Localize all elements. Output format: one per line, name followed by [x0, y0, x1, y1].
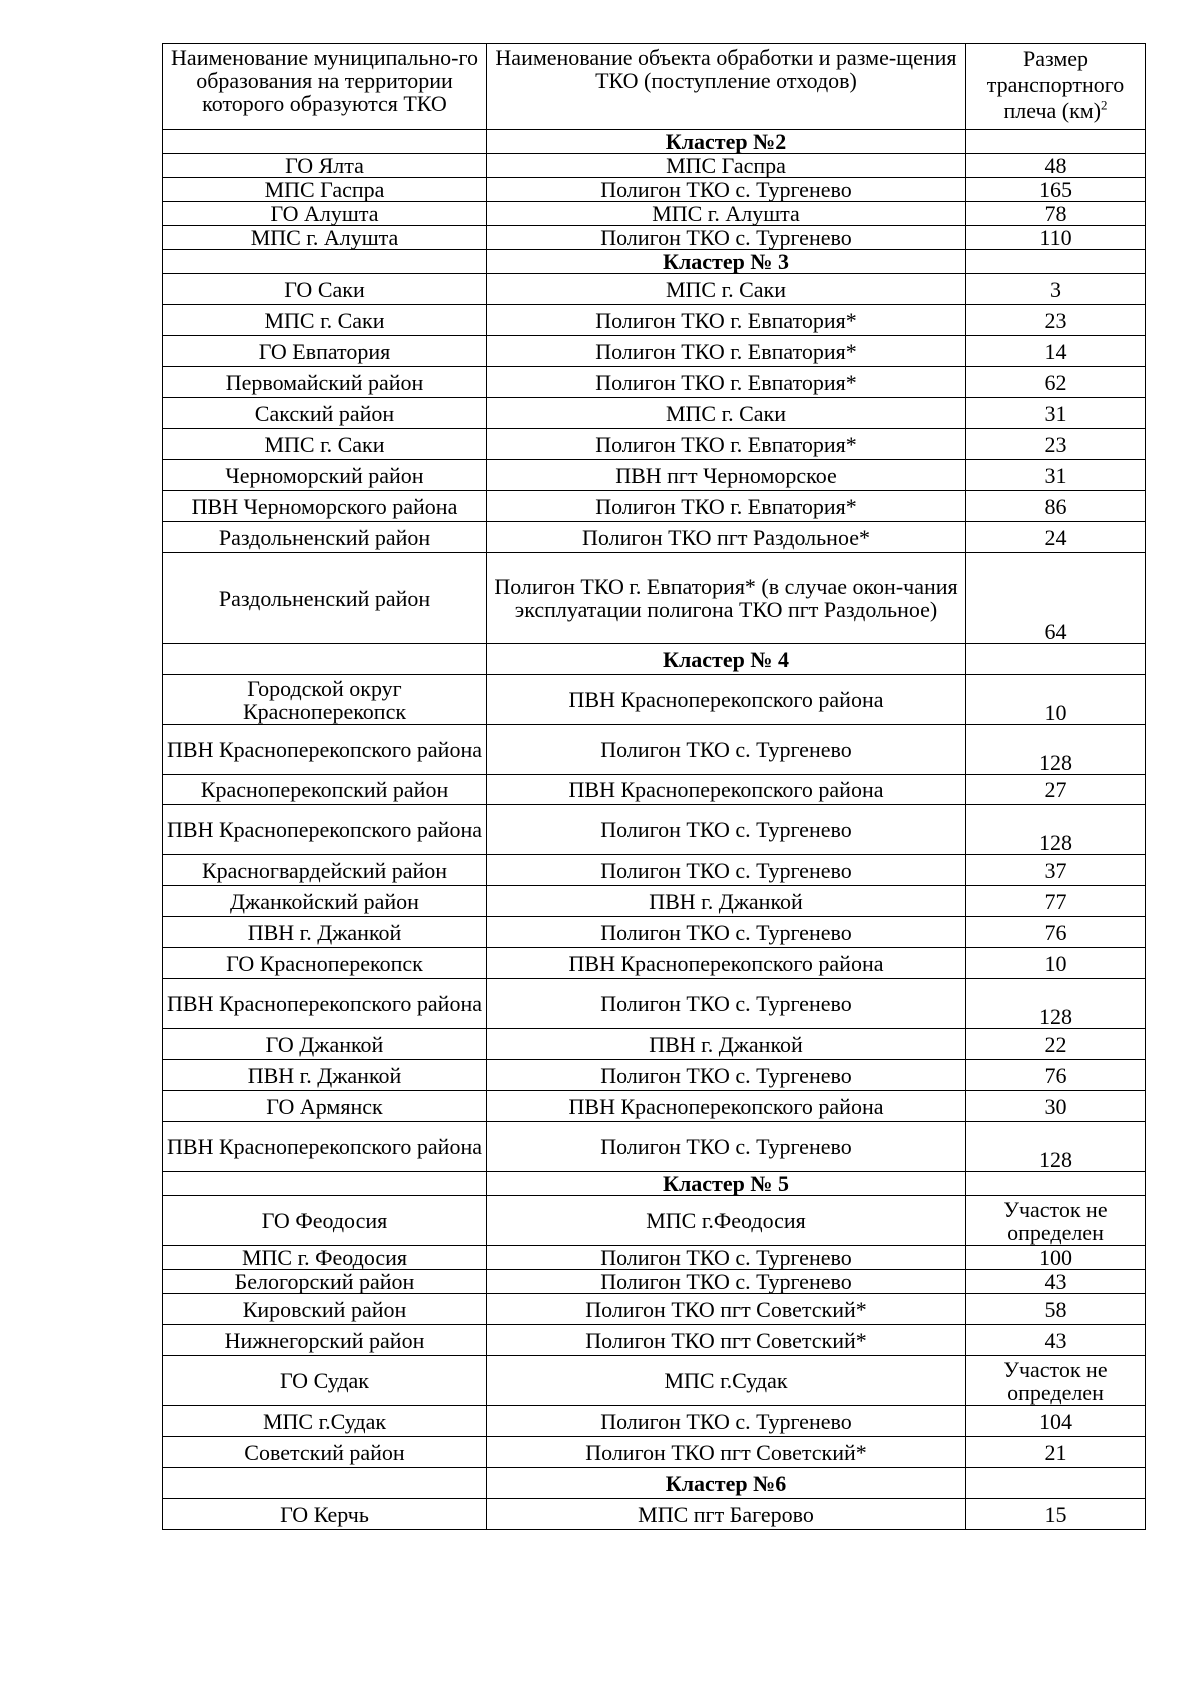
facility-cell: МПС г.Феодосия [487, 1196, 966, 1246]
distance-cell: 24 [966, 522, 1146, 553]
table-row [163, 1294, 1146, 1325]
table-row [163, 1325, 1146, 1356]
facility-cell: Полигон ТКО с. Тургенево [487, 1122, 966, 1172]
table-row [163, 154, 1146, 178]
header-municipality: Наименование муниципально-го образования на территории которого образуются ТКО [163, 44, 487, 130]
municipality-cell: ГО Ялта [163, 154, 487, 178]
municipality-cell: Нижнегорский район [163, 1325, 487, 1356]
cluster-empty-cell [163, 250, 487, 274]
distance-cell: 110 [966, 226, 1146, 250]
municipality-cell: Сакский район [163, 398, 487, 429]
cluster-title: Кластер № 4 [487, 644, 966, 675]
distance-cell: 21 [966, 1437, 1146, 1468]
distance-cell: 14 [966, 336, 1146, 367]
header-distance [966, 44, 1146, 130]
facility-cell: Полигон ТКО г. Евпатория* [487, 367, 966, 398]
distance-cell: 86 [966, 491, 1146, 522]
facility-cell: Полигон ТКО с. Тургенево [487, 1270, 966, 1294]
distance-cell: 76 [966, 917, 1146, 948]
municipality-cell: Черноморский район [163, 460, 487, 491]
table-row [163, 725, 1146, 775]
table-row [163, 948, 1146, 979]
table-row [163, 886, 1146, 917]
municipality-cell: ГО Джанкой [163, 1029, 487, 1060]
distance-cell: 27 [966, 775, 1146, 805]
table-row [163, 1406, 1146, 1437]
municipality-cell: ГО Судак [163, 1356, 487, 1406]
municipality-cell: ГО Евпатория [163, 336, 487, 367]
cluster-empty-cell [966, 1468, 1146, 1499]
table-row [163, 336, 1146, 367]
municipality-cell: ГО Феодосия [163, 1196, 487, 1246]
facility-cell: Полигон ТКО с. Тургенево [487, 178, 966, 202]
facility-cell: Полигон ТКО с. Тургенево [487, 1246, 966, 1270]
facility-cell: Полигон ТКО г. Евпатория* [487, 429, 966, 460]
table-row [163, 979, 1146, 1029]
table-row [163, 1270, 1146, 1294]
cluster-empty-cell [966, 1172, 1146, 1196]
cluster-row [163, 250, 1146, 274]
facility-cell: ПВН Красноперекопского района [487, 775, 966, 805]
table-row [163, 1060, 1146, 1091]
municipality-cell: Городской округ Красноперекопск [163, 675, 487, 725]
table-row [163, 1029, 1146, 1060]
distance-cell: 15 [966, 1499, 1146, 1530]
cluster-title: Кластер №6 [487, 1468, 966, 1499]
cluster-empty-cell [966, 644, 1146, 675]
facility-cell: Полигон ТКО пгт Раздольное* [487, 522, 966, 553]
distance-cell: Участок не определен [966, 1356, 1146, 1406]
distance-cell: 78 [966, 202, 1146, 226]
facility-cell: Полигон ТКО с. Тургенево [487, 725, 966, 775]
municipality-cell: ПВН Красноперекопского района [163, 979, 487, 1029]
municipality-cell: ПВН Черноморского района [163, 491, 487, 522]
municipality-cell: Раздольненский район [163, 522, 487, 553]
municipality-cell: Первомайский район [163, 367, 487, 398]
table-row [163, 522, 1146, 553]
footnote-mark: 2 [1101, 97, 1108, 113]
table-row [163, 1246, 1146, 1270]
header-distance-label: Размер транспортного плеча (км) [986, 46, 1125, 123]
facility-cell: МПС Гаспра [487, 154, 966, 178]
municipality-cell: Красногвардейский район [163, 855, 487, 886]
distance-cell: 104 [966, 1406, 1146, 1437]
municipality-cell: МПС г. Алушта [163, 226, 487, 250]
facility-cell: Полигон ТКО с. Тургенево [487, 979, 966, 1029]
municipality-cell: МПС г. Феодосия [163, 1246, 487, 1270]
distance-cell: 62 [966, 367, 1146, 398]
table-row [163, 367, 1146, 398]
distance-cell: Участок не определен [966, 1196, 1146, 1246]
table-row [163, 1499, 1146, 1530]
facility-cell: Полигон ТКО г. Евпатория* [487, 336, 966, 367]
distance-cell: 43 [966, 1270, 1146, 1294]
distance-cell: 43 [966, 1325, 1146, 1356]
facility-cell: ПВН пгт Черноморское [487, 460, 966, 491]
municipality-cell: Советский район [163, 1437, 487, 1468]
facility-cell: Полигон ТКО г. Евпатория* [487, 491, 966, 522]
municipality-cell: ГО Армянск [163, 1091, 487, 1122]
municipality-cell: ГО Красноперекопск [163, 948, 487, 979]
municipality-cell: МПС г. Саки [163, 305, 487, 336]
distance-cell: 128 [966, 979, 1146, 1029]
municipality-cell: МПС Гаспра [163, 178, 487, 202]
table-row [163, 917, 1146, 948]
facility-cell: МПС г. Саки [487, 398, 966, 429]
header-row [163, 44, 1146, 130]
table-row [163, 1437, 1146, 1468]
distance-cell: 77 [966, 886, 1146, 917]
municipality-cell: Раздольненский район [163, 553, 487, 644]
table-row [163, 491, 1146, 522]
table-row [163, 805, 1146, 855]
facility-cell: Полигон ТКО с. Тургенево [487, 1406, 966, 1437]
municipality-cell: ПВН г. Джанкой [163, 917, 487, 948]
municipality-cell: ПВН Красноперекопского района [163, 725, 487, 775]
table-row [163, 305, 1146, 336]
distance-cell: 128 [966, 725, 1146, 775]
facility-cell: МПС г. Саки [487, 274, 966, 305]
facility-cell: ПВН Красноперекопского района [487, 675, 966, 725]
table-body [163, 130, 1146, 1530]
distance-cell: 22 [966, 1029, 1146, 1060]
header-facility: Наименование объекта обработки и разме-щения ТКО (поступление отходов) [487, 44, 966, 130]
distance-cell: 128 [966, 805, 1146, 855]
municipality-cell: ПВН Красноперекопского района [163, 1122, 487, 1172]
facility-cell: Полигон ТКО пгт Советский* [487, 1437, 966, 1468]
table-row [163, 429, 1146, 460]
facility-cell: Полигон ТКО пгт Советский* [487, 1294, 966, 1325]
table-row [163, 1091, 1146, 1122]
table-row [163, 202, 1146, 226]
distance-cell: 31 [966, 398, 1146, 429]
waste-transport-table [162, 43, 1146, 1530]
cluster-row [163, 644, 1146, 675]
municipality-cell: ПВН Красноперекопского района [163, 805, 487, 855]
distance-cell: 100 [966, 1246, 1146, 1270]
facility-cell: ПВН Красноперекопского района [487, 948, 966, 979]
distance-cell: 58 [966, 1294, 1146, 1325]
facility-cell: МПС г.Судак [487, 1356, 966, 1406]
facility-cell: Полигон ТКО с. Тургенево [487, 805, 966, 855]
facility-cell: ПВН г. Джанкой [487, 886, 966, 917]
facility-cell: Полигон ТКО с. Тургенево [487, 1060, 966, 1091]
municipality-cell: ПВН г. Джанкой [163, 1060, 487, 1091]
distance-cell: 48 [966, 154, 1146, 178]
cluster-empty-cell [966, 250, 1146, 274]
table-row [163, 775, 1146, 805]
cluster-row [163, 130, 1146, 154]
distance-cell: 31 [966, 460, 1146, 491]
facility-cell: Полигон ТКО с. Тургенево [487, 917, 966, 948]
cluster-title: Кластер № 3 [487, 250, 966, 274]
facility-cell: Полигон ТКО г. Евпатория* [487, 305, 966, 336]
facility-cell: МПС г. Алушта [487, 202, 966, 226]
table-row [163, 1122, 1146, 1172]
table-row [163, 226, 1146, 250]
distance-cell: 23 [966, 305, 1146, 336]
facility-cell: МПС пгт Багерово [487, 1499, 966, 1530]
table-row [163, 675, 1146, 725]
facility-cell: Полигон ТКО пгт Советский* [487, 1325, 966, 1356]
municipality-cell: ГО Алушта [163, 202, 487, 226]
municipality-cell: Красноперекопский район [163, 775, 487, 805]
distance-cell: 37 [966, 855, 1146, 886]
municipality-cell: МПС г. Саки [163, 429, 487, 460]
cluster-empty-cell [163, 1172, 487, 1196]
facility-cell: ПВН Красноперекопского района [487, 1091, 966, 1122]
facility-cell: Полигон ТКО г. Евпатория* (в случае окон-чания эксплуатации полигона ТКО пгт Раздольное) [487, 553, 966, 644]
table-row [163, 855, 1146, 886]
distance-cell: 30 [966, 1091, 1146, 1122]
cluster-empty-cell [163, 130, 487, 154]
facility-cell: Полигон ТКО с. Тургенево [487, 855, 966, 886]
distance-cell: 64 [966, 553, 1146, 644]
municipality-cell: МПС г.Судак [163, 1406, 487, 1437]
table-row [163, 553, 1146, 644]
distance-cell: 165 [966, 178, 1146, 202]
distance-cell: 23 [966, 429, 1146, 460]
municipality-cell: ГО Саки [163, 274, 487, 305]
cluster-empty-cell [163, 1468, 487, 1499]
municipality-cell: ГО Керчь [163, 1499, 487, 1530]
table-row [163, 398, 1146, 429]
municipality-cell: Кировский район [163, 1294, 487, 1325]
municipality-cell: Джанкойский район [163, 886, 487, 917]
distance-cell: 10 [966, 675, 1146, 725]
cluster-title: Кластер № 5 [487, 1172, 966, 1196]
table-row [163, 274, 1146, 305]
distance-cell: 76 [966, 1060, 1146, 1091]
table-row [163, 178, 1146, 202]
cluster-title: Кластер №2 [487, 130, 966, 154]
cluster-empty-cell [966, 130, 1146, 154]
distance-cell: 3 [966, 274, 1146, 305]
table-row [163, 1196, 1146, 1246]
table-row [163, 1356, 1146, 1406]
facility-cell: Полигон ТКО с. Тургенево [487, 226, 966, 250]
municipality-cell: Белогорский район [163, 1270, 487, 1294]
table-row [163, 460, 1146, 491]
cluster-row [163, 1468, 1146, 1499]
cluster-empty-cell [163, 644, 487, 675]
distance-cell: 128 [966, 1122, 1146, 1172]
cluster-row [163, 1172, 1146, 1196]
facility-cell: ПВН г. Джанкой [487, 1029, 966, 1060]
distance-cell: 10 [966, 948, 1146, 979]
